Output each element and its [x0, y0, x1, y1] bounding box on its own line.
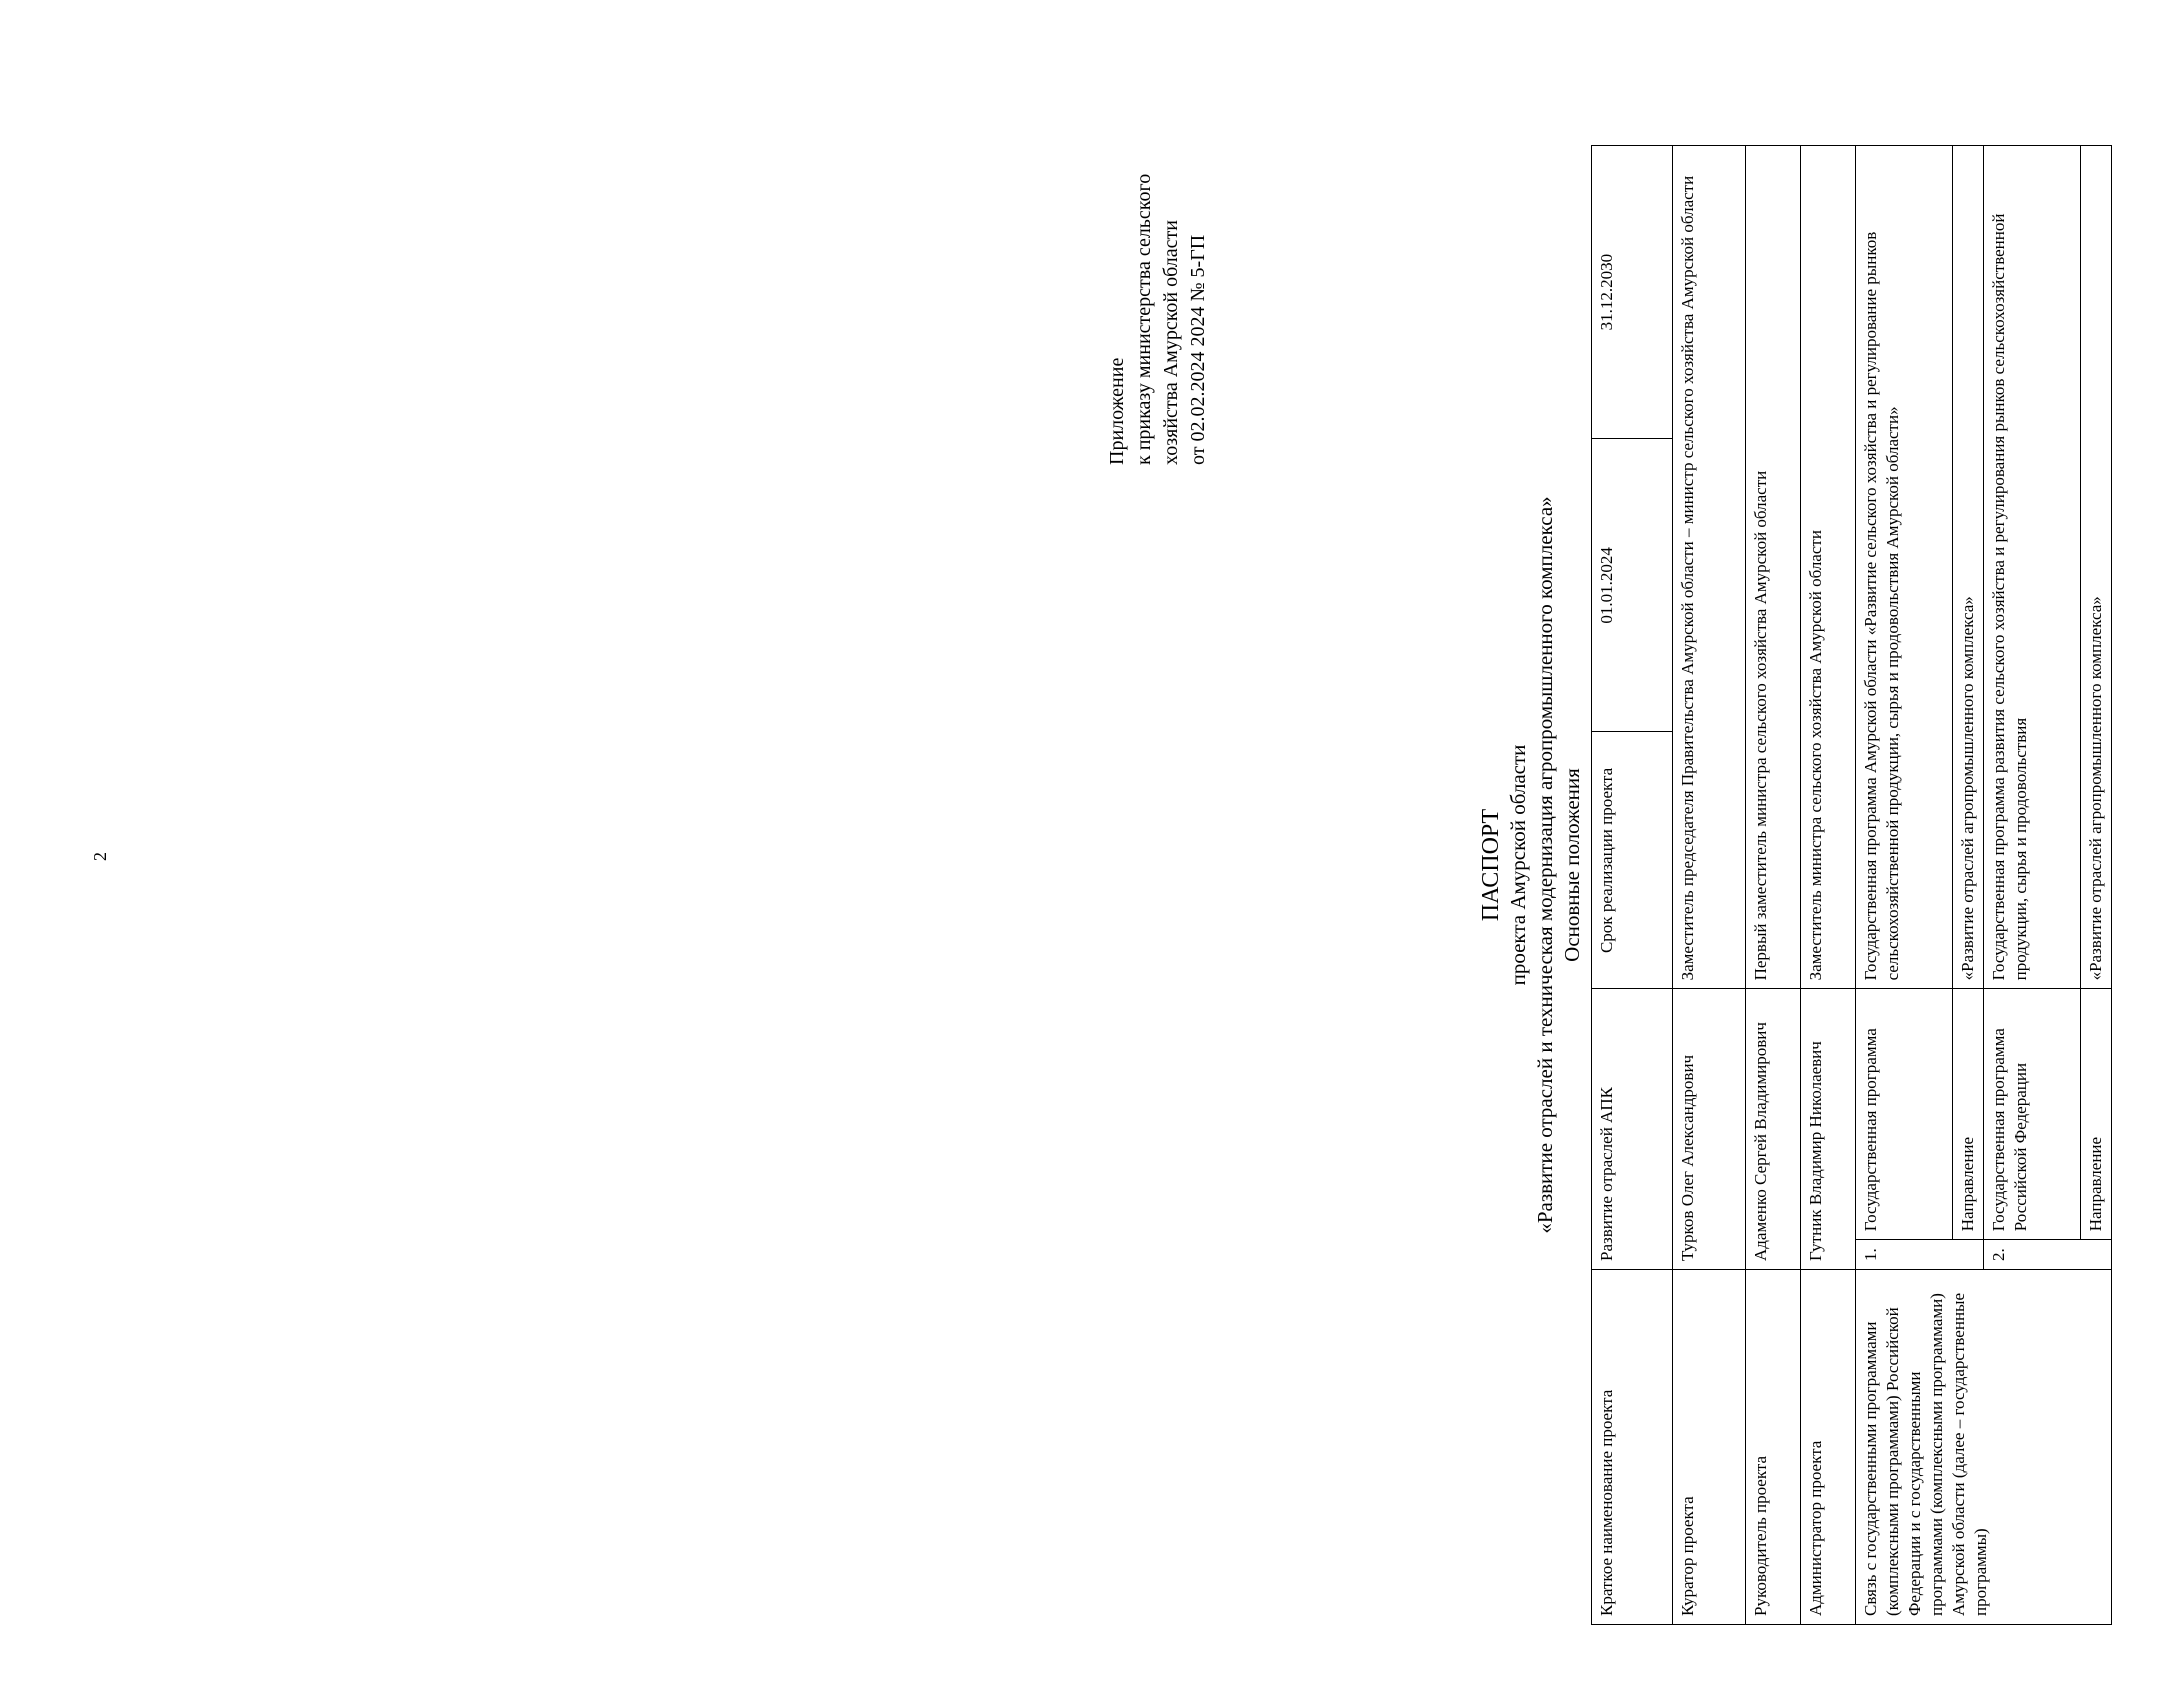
table-cell: Администратор проекта: [1801, 1270, 1856, 1625]
table-row: [1746, 146, 1801, 1625]
table-cell: 31.12.2030: [1592, 146, 1673, 439]
rotated-page-content: [1098, 145, 2158, 1625]
table-cell: Куратор проекта: [1673, 1270, 1746, 1625]
annex-line-2: к приказу министерства сельского: [1133, 173, 1155, 465]
document-title: ПАСПОРТ: [1478, 808, 1504, 922]
page-number: 2: [90, 852, 110, 861]
table-cell: Заместитель министра сельского хозяйства Амурской области: [1801, 146, 1856, 989]
table-cell: «Развитие отраслей агропромышленного комплекса»: [2081, 146, 2112, 989]
annex-line-1: Приложение: [1106, 357, 1128, 465]
table-cell: Срок реализации проекта: [1592, 732, 1673, 989]
passport-table: [1591, 145, 2112, 1625]
table-cell: 1.: [1856, 1240, 1984, 1270]
table-cell: Связь с государственными программами (комплексными программами) Российской Федерации и с государственными программами (комплексными программами) Амурской области (далее – государственные программы): [1856, 1270, 2112, 1625]
table-cell: Государственная программа Российской Федерации: [1984, 989, 2081, 1240]
table-cell: Государственная программа развития сельского хозяйства и регулирования рынков сельскохозяйственной продукции, сырья и продовольствия: [1984, 146, 2081, 989]
document-heading: [1478, 425, 1586, 1305]
table-cell: Руководитель проекта: [1746, 1270, 1801, 1625]
table-cell: Адаменко Сергей Владимирович: [1746, 989, 1801, 1270]
table-cell: Заместитель председателя Правительства Амурской области – министр сельского хозяйства Амурской области: [1673, 146, 1746, 989]
table-row: [1673, 146, 1746, 1625]
table-cell: Краткое наименование проекта: [1592, 1270, 1673, 1625]
table-row: [1801, 146, 1856, 1625]
table-cell: Первый заместитель министра сельского хозяйства Амурской области: [1746, 146, 1801, 989]
table-cell: Развитие отраслей АПК: [1592, 989, 1673, 1270]
table-cell: Направление: [1953, 989, 1984, 1240]
annex-line-4: от 02.02.2024 2024 № 5-ГП: [1187, 234, 1209, 465]
table-cell: 2.: [1984, 1240, 2112, 1270]
annex-line-3: хозяйства Амурской области: [1160, 220, 1182, 465]
section-title: Основные положения: [1560, 768, 1584, 962]
table-cell: 01.01.2024: [1592, 439, 1673, 732]
table-cell: Турков Олег Александрович: [1673, 989, 1746, 1270]
heading-line-2: проекта Амурской области: [1506, 744, 1530, 986]
table-row: [1856, 146, 1953, 1625]
table-cell: Государственная программа: [1856, 989, 1953, 1240]
annex-block: [1104, 25, 1212, 465]
table-row: [1592, 146, 1673, 1625]
table-cell: Направление: [2081, 989, 2112, 1240]
table-cell: Государственная программа Амурской области «Развитие сельского хозяйства и регулирование рынков сельскохозяйственной продукции, сырья и продовольствия Амурской области»: [1856, 146, 1953, 989]
table-cell: «Развитие отраслей агропромышленного комплекса»: [1953, 146, 1984, 989]
project-name: «Развитие отраслей и техническая модернизация агропромышленного комплекса»: [1533, 496, 1557, 1234]
table-cell: Гутник Владимир Николаевич: [1801, 989, 1856, 1270]
